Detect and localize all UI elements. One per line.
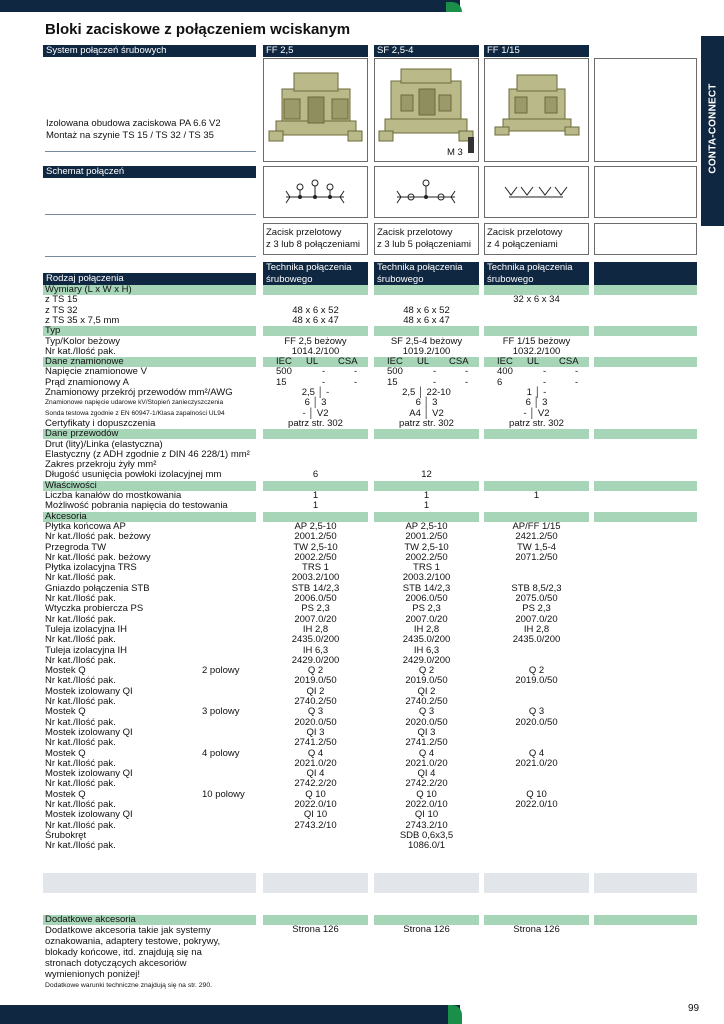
value-cell: 2006.0/50 xyxy=(294,593,337,604)
value-cell: - │ V2 xyxy=(302,407,329,419)
row-label: Mostek izolowany QI xyxy=(45,809,133,821)
row-label: Nr kat./Ilość pak. beżowy xyxy=(45,551,151,563)
product-2-schema-box xyxy=(374,166,479,218)
footer-text-3: blokady końcowe, itd. znajdują się na xyxy=(45,947,202,958)
row-label: Typ/Kolor beżowy xyxy=(45,335,120,347)
row-label: Płytka izolacyjna TRS xyxy=(45,562,137,574)
section-band xyxy=(263,285,368,295)
connection-line-1: Zacisk przelotowy xyxy=(377,227,453,238)
row-label: Mostek Q xyxy=(45,665,86,677)
value-cell: Q 10 xyxy=(416,788,437,800)
product-3-schema-box xyxy=(484,166,589,218)
row-label: Nr kat./Ilość pak. xyxy=(45,799,116,810)
row-label: Długość usunięcia powłoki izolacyjnej mm xyxy=(45,469,222,481)
empty-schema-box xyxy=(594,166,697,218)
row-label: Sonda testowa zgodnie z EN 60947-1/Klasa zapalności UL94 xyxy=(45,409,225,417)
value-cell: QI 3 xyxy=(417,726,436,738)
gray-band xyxy=(374,873,479,893)
row-label: Nr kat./Ilość pak. xyxy=(45,737,116,749)
row-label: Nr kat./Ilość pak. xyxy=(45,593,116,604)
section-band xyxy=(263,429,368,439)
row-label: Mostek izolowany QI xyxy=(45,726,133,738)
product-2-connection-box xyxy=(374,223,479,255)
row-label: Nr kat./Ilość pak. xyxy=(45,778,116,790)
rating-cell: IEC xyxy=(387,356,403,368)
rating-cell: 500 xyxy=(276,366,292,378)
value-cell: FF 2,5 beżowy xyxy=(284,335,347,347)
gray-band xyxy=(484,873,589,893)
rating-cell: - xyxy=(354,376,358,388)
page-number: 99 xyxy=(688,1003,700,1014)
value-cell: 2021.0/20 xyxy=(294,757,337,769)
connection-line-2: z 3 lub 5 połączeniami xyxy=(377,239,471,250)
value-cell: IH 6,3 xyxy=(413,644,440,656)
value-cell: SDB 0,6x3,5 xyxy=(399,829,454,841)
divider xyxy=(45,256,256,257)
value-cell: 2001.2/50 xyxy=(294,531,337,543)
product-1-accessory-ref: Strona 126 xyxy=(292,924,339,935)
row-label: Nr kat./Ilość pak. xyxy=(45,572,116,584)
product-3-connection-box xyxy=(484,223,589,255)
description-line-1: Izolowana obudowa zaciskowa PA 6.6 V2 xyxy=(46,118,221,129)
rating-cell: UL xyxy=(417,356,430,368)
value-cell: 2022.0/10 xyxy=(405,799,448,810)
value-cell: QI 2 xyxy=(306,685,325,697)
value-cell: 2021.0/20 xyxy=(515,757,558,769)
value-cell: 2075.0/50 xyxy=(515,593,558,604)
value-cell: 2435.0/200 xyxy=(512,634,561,646)
side-tab xyxy=(701,36,724,226)
side-tab-label: CONTA-CONNECT xyxy=(707,83,719,174)
value-cell: 1 │ - xyxy=(526,387,547,398)
value-cell: 1 xyxy=(312,500,319,512)
value-cell: Q 3 xyxy=(528,706,545,718)
technique-line-2: śrubowego xyxy=(266,273,313,285)
row-label: z TS 15 xyxy=(45,294,78,306)
value-cell: 2006.0/50 xyxy=(405,593,448,604)
value-cell: TRS 1 xyxy=(413,562,440,574)
technique-line-1: Technika połączenia xyxy=(266,262,352,273)
value-cell: IH 2,8 xyxy=(302,623,329,635)
value-cell: 6 │ 3 xyxy=(415,397,438,409)
technique-line-1: Technika połączenia xyxy=(487,262,573,273)
value-cell: A4 │ V2 xyxy=(409,407,444,419)
row-label: Nr kat./Ilość pak. beżowy xyxy=(45,531,151,543)
row-label: Przegroda TW xyxy=(45,541,107,553)
bottom-bar xyxy=(0,1005,460,1024)
row-label: Tuleja izolacyjna IH xyxy=(45,623,128,635)
product-1-connection-box xyxy=(263,223,368,255)
value-cell: 48 x 6 x 47 xyxy=(403,314,450,326)
value-cell: 2429.0/200 xyxy=(291,654,340,666)
rating-cell: - xyxy=(543,366,547,378)
empty-connection-box xyxy=(594,223,697,255)
footer-note: Dodatkowe warunki techniczne znajdują się na str. 290. xyxy=(45,982,212,989)
rating-cell: 400 xyxy=(497,366,513,378)
wiring-schema-icon xyxy=(485,167,588,217)
wiring-schema-icon xyxy=(264,167,367,217)
value-cell: STB 14/2,3 xyxy=(402,582,451,594)
row-label: Nr kat./Ilość pak. xyxy=(45,757,116,769)
technique-line-2: śrubowego xyxy=(487,273,534,285)
value-cell: 2741.2/50 xyxy=(294,737,337,749)
row-label: Nr kat./Ilość pak. xyxy=(45,634,116,646)
row-label: Mostek Q xyxy=(45,706,86,718)
value-cell: 2740.2/50 xyxy=(294,696,337,707)
terminal-block-icon xyxy=(485,59,588,161)
row-label: Znamionowe napięcie udarowe kV/Stopień zanieczyszczenia xyxy=(45,399,224,407)
value-cell: QI 4 xyxy=(417,768,436,780)
value-cell: 1014.2/100 xyxy=(291,345,340,357)
pole-count-label: 10 polowy xyxy=(202,788,245,800)
row-label: Nr kat./Ilość pak. xyxy=(45,654,116,666)
gray-band xyxy=(263,873,368,893)
value-cell: 2435.0/200 xyxy=(402,634,451,646)
section-band xyxy=(594,285,697,295)
section-label: Akcesoria xyxy=(45,510,87,522)
connection-line-1: Zacisk przelotowy xyxy=(487,227,563,238)
section-band xyxy=(594,429,697,439)
value-cell: 2435.0/200 xyxy=(291,634,340,646)
footer-text-2: oznakowania, adaptery testowe, pokrywy, xyxy=(45,936,221,947)
value-cell: IH 6,3 xyxy=(302,644,329,656)
value-cell: QI 10 xyxy=(414,809,439,821)
schema-header: Schemat połączeń xyxy=(43,166,256,178)
section-band xyxy=(484,326,589,336)
section-label: Dane znamionowe xyxy=(45,356,124,368)
value-cell: Q 4 xyxy=(528,747,545,759)
section-band xyxy=(263,326,368,336)
product-2-header: SF 2,5-4 xyxy=(374,45,479,57)
row-label: Nr kat./Ilość pak. xyxy=(45,613,116,625)
product-3-accessory-ref: Strona 126 xyxy=(513,924,560,935)
value-cell: TW 2,5-10 xyxy=(293,541,338,553)
rating-cell: - xyxy=(575,366,579,378)
section-label: Typ xyxy=(45,325,61,337)
row-label: Śrubokręt xyxy=(45,829,87,841)
section-band xyxy=(594,481,697,491)
rating-cell: IEC xyxy=(497,356,513,368)
row-label: Wtyczka probiercza PS xyxy=(45,603,144,615)
row-label: z TS 32 xyxy=(45,304,78,316)
value-cell: 32 x 6 x 34 xyxy=(513,294,560,306)
value-cell: 2,5 │ - xyxy=(301,387,330,398)
value-cell: QI 3 xyxy=(306,726,325,738)
row-label: Mostek izolowany QI xyxy=(45,768,133,780)
section-label: Właściwości xyxy=(45,479,97,491)
rating-cell: 500 xyxy=(387,366,403,378)
row-label: Możliwość pobrania napięcia do testowania xyxy=(45,500,228,512)
page-title: Bloki zaciskowe z połączeniem wciskanym xyxy=(45,21,351,38)
divider xyxy=(45,151,256,152)
rating-cell: - xyxy=(433,366,437,378)
value-cell: Q 2 xyxy=(418,665,435,677)
product-1-header: FF 2,5 xyxy=(263,45,368,57)
value-cell: patrz str. 302 xyxy=(288,417,343,429)
technique-line-1: Technika połączenia xyxy=(377,262,463,273)
product-1-schema-box xyxy=(263,166,368,218)
rating-cell: - xyxy=(465,366,469,378)
value-cell: 2742.2/20 xyxy=(405,778,448,790)
section-band xyxy=(374,285,479,295)
value-cell: 2007.0/20 xyxy=(515,613,558,625)
rating-cell: 15 xyxy=(387,376,398,388)
rating-cell: - xyxy=(433,376,437,388)
value-cell: 2020.0/50 xyxy=(405,716,448,728)
rating-cell: - xyxy=(322,366,326,378)
rating-cell: - xyxy=(354,366,358,378)
product-3-technique xyxy=(484,262,589,286)
value-cell: QI 2 xyxy=(417,685,436,697)
value-cell: AP 2,5-10 xyxy=(294,520,337,532)
divider xyxy=(45,214,256,215)
row-label: Mostek Q xyxy=(45,747,86,759)
value-cell: 6 xyxy=(312,469,319,481)
value-cell: 2001.2/50 xyxy=(405,531,448,543)
rating-cell: CSA xyxy=(449,356,469,368)
gray-band xyxy=(43,873,256,893)
value-cell: 2421.2/50 xyxy=(515,531,558,543)
value-cell: AP 2,5-10 xyxy=(405,520,448,532)
row-label: Nr kat./Ilość pak. xyxy=(45,840,116,852)
footer-text-5: wymienionych poniżej! xyxy=(45,969,141,980)
value-cell: Q 2 xyxy=(307,665,324,677)
rating-cell: - xyxy=(465,376,469,388)
value-cell: 6 │ 3 xyxy=(304,397,327,409)
value-cell: Q 3 xyxy=(418,706,435,718)
value-cell: STB 14/2,3 xyxy=(291,582,340,594)
empty-image-box xyxy=(594,58,697,162)
pole-count-label: 2 polowy xyxy=(202,665,240,677)
value-cell: 2022.0/10 xyxy=(515,799,558,810)
section-band xyxy=(594,512,697,522)
value-cell: Q 3 xyxy=(307,706,324,718)
value-cell: 2020.0/50 xyxy=(294,716,337,728)
row-label: Płytka końcowa AP xyxy=(45,520,126,532)
value-cell: 48 x 6 x 52 xyxy=(403,304,450,316)
pole-count-label: 3 polowy xyxy=(202,706,240,718)
rating-cell: 6 xyxy=(497,376,503,388)
product-2-image-box xyxy=(374,58,479,162)
row-label: Certyfikaty i dopuszczenia xyxy=(45,417,156,429)
rating-cell: UL xyxy=(306,356,319,368)
value-cell: PS 2,3 xyxy=(412,603,441,615)
product-2-technique xyxy=(374,262,479,286)
value-cell: AP/FF 1/15 xyxy=(512,520,561,532)
value-cell: 48 x 6 x 47 xyxy=(292,314,339,326)
row-label: z TS 35 x 7,5 mm xyxy=(45,314,120,326)
value-cell: 2020.0/50 xyxy=(515,716,558,728)
value-cell: Q 4 xyxy=(307,747,324,759)
value-cell: TRS 1 xyxy=(302,562,329,574)
row-label: Napięcie znamionowe V xyxy=(45,366,147,378)
row-label: Mostek izolowany QI xyxy=(45,685,133,697)
value-cell: 2071.2/50 xyxy=(515,551,558,563)
value-cell: Q 10 xyxy=(305,788,326,800)
value-cell: STB 8,5/2,3 xyxy=(511,582,562,594)
rating-cell: CSA xyxy=(338,356,358,368)
rating-cell: CSA xyxy=(559,356,579,368)
row-label: Liczba kanałów do mostkowania xyxy=(45,490,182,501)
value-cell: 2019.0/50 xyxy=(515,675,558,687)
value-cell: IH 2,8 xyxy=(523,623,550,635)
row-label: Elastyczny (z ADH zgodnie z DIN 46 228/1) mm² xyxy=(45,448,250,460)
empty-technique xyxy=(594,262,697,286)
value-cell: Q 10 xyxy=(526,788,547,800)
value-cell: 2740.2/50 xyxy=(405,696,448,707)
footer-green-bar xyxy=(594,915,697,925)
value-cell: 2742.2/20 xyxy=(294,778,337,790)
value-cell: 2003.2/100 xyxy=(291,572,340,584)
value-cell: 2019.0/50 xyxy=(294,675,337,687)
row-label: Nr kat./Ilość pak. xyxy=(45,716,116,728)
value-cell: QI 4 xyxy=(306,768,325,780)
section-label: Wymiary (L x W x H) xyxy=(45,284,132,295)
section-band xyxy=(43,326,256,336)
value-cell: 2019.0/50 xyxy=(405,675,448,687)
row-label: Drut (lity)/Linka (elastyczna) xyxy=(45,438,163,450)
value-cell: 2002.2/50 xyxy=(405,551,448,563)
connection-line-1: Zacisk przelotowy xyxy=(266,227,342,238)
row-label: Nr kat./Ilość pak. xyxy=(45,696,116,707)
value-cell: 2429.0/200 xyxy=(402,654,451,666)
value-cell: patrz str. 302 xyxy=(509,417,564,429)
pole-count-label: 4 polowy xyxy=(202,747,240,759)
value-cell: 2003.2/100 xyxy=(402,572,451,584)
connection-line-2: z 3 lub 8 połączeniami xyxy=(266,239,360,250)
terminal-block-icon xyxy=(375,59,478,161)
value-cell: 2021.0/20 xyxy=(405,757,448,769)
technique-line-2: śrubowego xyxy=(377,273,424,285)
footer-header: Dodatkowe akcesoria xyxy=(45,914,136,925)
value-cell: 2007.0/20 xyxy=(294,613,337,625)
value-cell: 12 xyxy=(421,469,432,481)
value-cell: TW 2,5-10 xyxy=(404,541,449,553)
product-3-image-box xyxy=(484,58,589,162)
value-cell: 2741.2/50 xyxy=(405,737,448,749)
row-label: Mostek Q xyxy=(45,788,86,800)
rating-cell: IEC xyxy=(276,356,292,368)
value-cell: QI 10 xyxy=(303,809,328,821)
value-cell: Q 2 xyxy=(528,665,545,677)
product-3-header: FF 1/15 xyxy=(484,45,589,57)
value-cell: 2007.0/20 xyxy=(405,613,448,625)
section-band xyxy=(594,357,697,367)
description-line-2: Montaż na szynie TS 15 / TS 32 / TS 35 xyxy=(46,130,214,141)
terminal-block-icon xyxy=(264,59,367,161)
rodzaj-header: Rodzaj połączenia xyxy=(43,273,256,285)
value-cell: TW 1,5-4 xyxy=(516,541,557,553)
value-cell: FF 1/15 beżowy xyxy=(502,335,571,347)
gray-band xyxy=(594,873,697,893)
value-cell: 1086.0/1 xyxy=(408,840,445,852)
system-header: System połączeń śrubowych xyxy=(43,45,256,57)
section-band xyxy=(374,429,479,439)
value-cell: patrz str. 302 xyxy=(399,417,454,429)
value-cell: 1032.2/100 xyxy=(512,345,561,357)
rating-cell: UL xyxy=(527,356,540,368)
rating-cell: - xyxy=(543,376,547,388)
value-cell: 2002.2/50 xyxy=(294,551,337,563)
wiring-schema-icon xyxy=(375,167,478,217)
section-band xyxy=(594,326,697,336)
row-label: Nr kat./Ilość pak. xyxy=(45,345,116,357)
value-cell: 2743.2/10 xyxy=(294,819,337,831)
section-label: Dane przewodów xyxy=(45,428,119,440)
section-band xyxy=(484,429,589,439)
value-cell: 48 x 6 x 52 xyxy=(292,304,339,316)
value-cell: 2743.2/10 xyxy=(405,819,448,831)
row-label: Nr kat./Ilość pak. xyxy=(45,675,116,687)
value-cell: 2,5 │ 22-10 xyxy=(402,387,451,398)
row-label: Gniazdo połączenia STB xyxy=(45,582,150,594)
top-bar xyxy=(0,0,460,12)
product-2-accessory-ref: Strona 126 xyxy=(403,924,450,935)
row-label: Znamionowy przekrój przewodów mm²/AWG xyxy=(45,387,233,398)
footer-text-1: Dodatkowe akcesoria takie jak systemy xyxy=(45,925,211,936)
value-cell: IH 2,8 xyxy=(413,623,440,635)
section-band xyxy=(374,326,479,336)
footer-text-4: stronach dotyczących akcesoriów xyxy=(45,958,187,969)
screw-size-label: M 3 xyxy=(447,147,463,158)
row-label: Prąd znamionowy A xyxy=(45,376,129,388)
rating-cell: - xyxy=(322,376,326,388)
connection-line-2: z 4 połączeniami xyxy=(487,239,558,250)
product-1-technique xyxy=(263,262,368,286)
value-cell: - │ V2 xyxy=(523,407,550,419)
value-cell: 6 │ 3 xyxy=(525,397,548,409)
value-cell: 1019.2/100 xyxy=(402,345,451,357)
value-cell: 1 xyxy=(423,490,430,501)
value-cell: 1 xyxy=(312,490,319,501)
rating-cell: - xyxy=(575,376,579,388)
row-label: Zakres przekroju żyły mm² xyxy=(45,459,157,471)
value-cell: PS 2,3 xyxy=(301,603,330,615)
value-cell: 1 xyxy=(423,500,430,512)
row-label: Nr kat./Ilość pak. xyxy=(45,819,116,831)
product-1-image-box xyxy=(263,58,368,162)
value-cell: Q 4 xyxy=(418,747,435,759)
value-cell: 2022.0/10 xyxy=(294,799,337,810)
value-cell: SF 2,5-4 beżowy xyxy=(390,335,463,347)
row-label: Tuleja izolacyjna IH xyxy=(45,644,128,656)
value-cell: 1 xyxy=(533,490,540,501)
rating-cell: 15 xyxy=(276,376,287,388)
value-cell: PS 2,3 xyxy=(522,603,551,615)
